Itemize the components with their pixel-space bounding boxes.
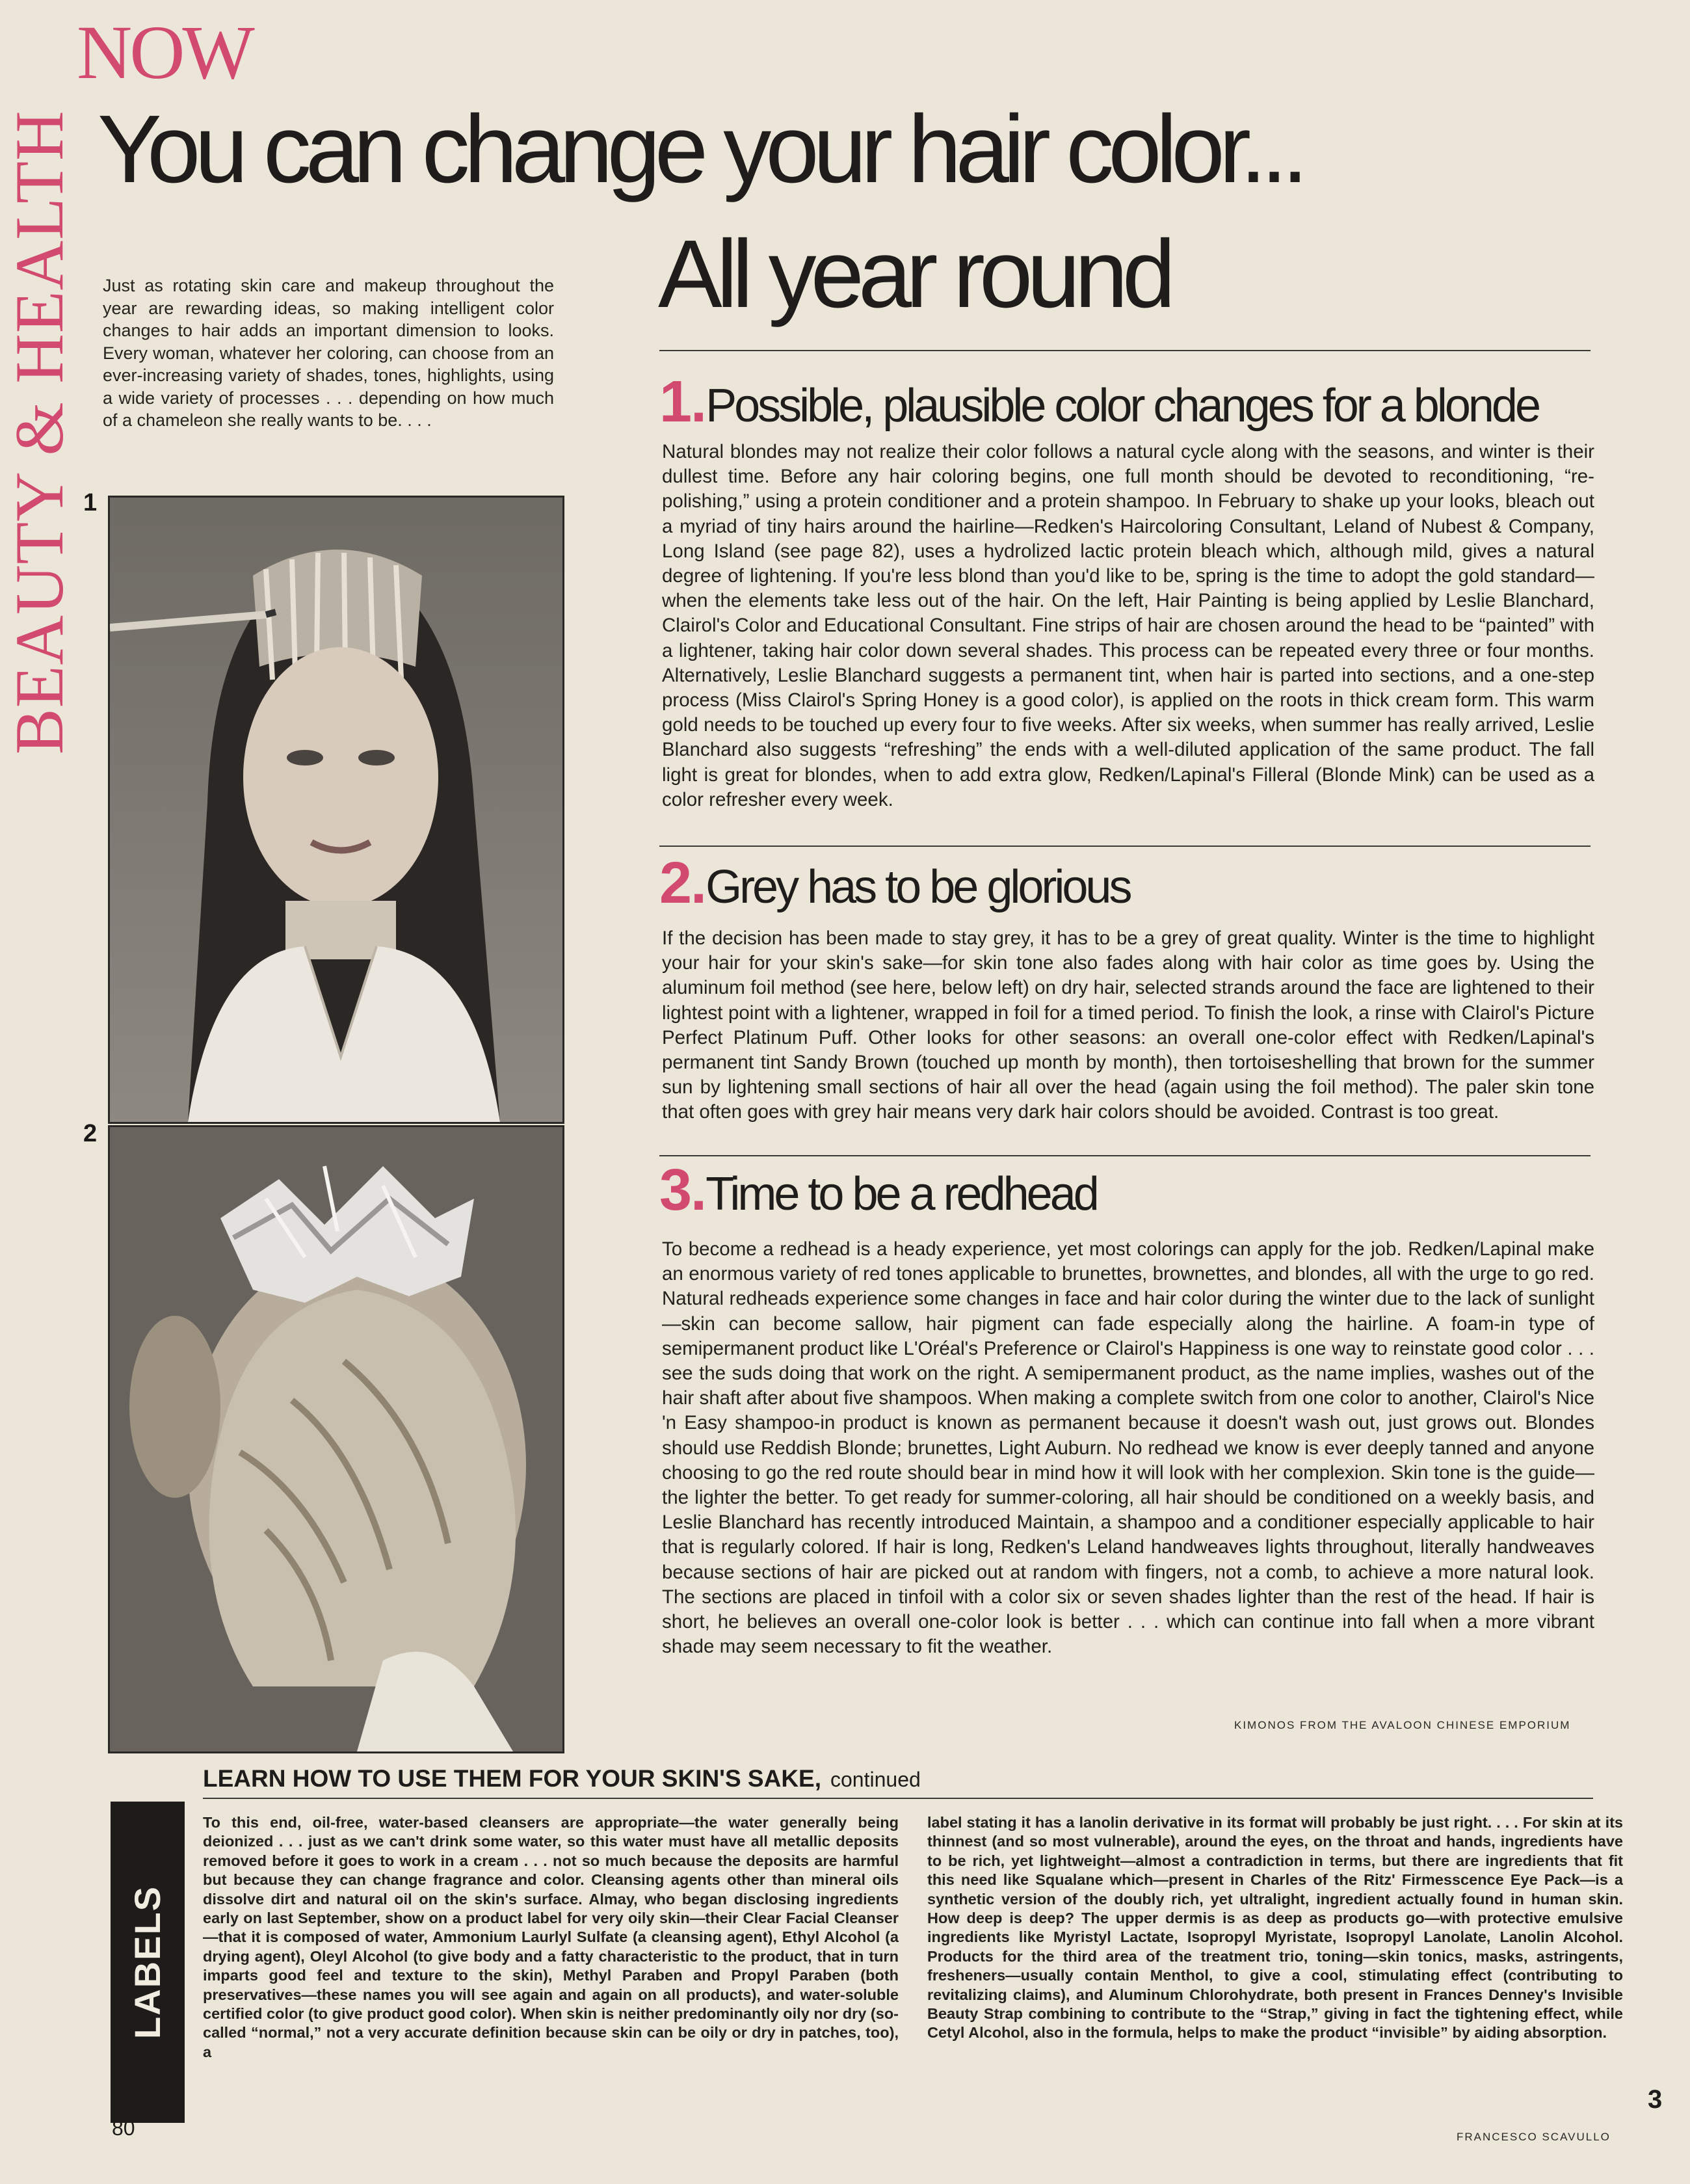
photo-foil-method [108, 1125, 564, 1753]
figure-1-number: 1 [83, 489, 98, 516]
section-3-number: 3. [659, 1158, 706, 1223]
continued-label: continued [830, 1768, 921, 1791]
section-1-title [659, 369, 1538, 434]
section-2-body: If the decision has been made to stay grey, it has to be a grey of great quality. Winter is the time to highlight your hair for your skin's sake—for skin tone also fades along with hair color as time goes by. Using the aluminum foil method (see here, below left) on dry hair, selected strands around the face are lightened to their lightest point with a lightener, wrapped in foil for a timed period. To finish the look, a rinse with Clairol's Picture Perfect Platinum Puff. Other looks for other seasons: an overall one-color effect with Redken/Lapinal's permanent tint Sandy Brown (touched up month by month), then tortoiseshelling that brown for the summer sun by lightening small sections of hair all over the head (again using the foil method). The paler skin tone that often goes with grey hair means very dark hair colors should be avoided. Contrast is too great. [662, 927, 1594, 1123]
page-number-left: 80 [112, 2116, 135, 2140]
intro-paragraph: Just as rotating skin care and makeup throughout the year are rewarding ideas, so making intelligent color changes to hair adds an important dimension to looks. Every woman, whatever her coloring, can choose from an ever-increasing variety of shades, tones, highlights, using a wide variety of processes . . . depending on how much of a chameleon she really wants to be. . . . [103, 276, 554, 430]
figure-2-number: 2 [83, 1120, 98, 1147]
headline-line-1: You can change your hair color... [98, 96, 1303, 203]
section-2-number: 2. [659, 851, 706, 916]
photographer-credit: FRANCESCO SCAVULLO [1457, 2131, 1611, 2143]
headline-line-2: All year round [658, 220, 1170, 328]
divider-labels [203, 1798, 1593, 1799]
section-1-title-text: Possible, plausible color changes for a blonde [706, 380, 1538, 432]
photo-hair-painting [108, 496, 564, 1124]
section-2-title [659, 851, 1130, 916]
labels-sidebar-text: LABELS [127, 1885, 168, 2039]
section-2-title-text: Grey has to be glorious [706, 861, 1130, 913]
divider-top [659, 350, 1591, 351]
divider-2 [659, 1155, 1591, 1156]
section-3-title-text: Time to be a redhead [706, 1168, 1097, 1220]
section-1-body: Natural blondes may not realize their color follows a natural cycle along with the seasons, and winter is their dullest time. Before any hair coloring begins, one full month should be devoted to reconditioning, “re-polishing,” using a protein conditioner and a protein shampoo. In February to shake up your looks, bleach out a myriad of tiny hairs around the hairline—Redken's Haircoloring Consultant, Leland of Nubest & Company, Long Island (see page 82), uses a hydrolized lactic protein bleach which, although mild, gives a natural degree of lightening. If you're less blond than you'd like to be, spring is the time to adopt the gold standard—when the elements take less out of the hair. On the left, Hair Painting is being applied by Leslie Blanchard, Clairol's Color and Educational Consultant. Fine strips of hair are chosen around the head to be “painted” with a lightener, taking hair color down several shades. This process can be repeated every three or four months. Alternatively, Leslie Blanchard suggests a permanent tint, when hair is parted into sections, and a one-step process (Miss Clairol's Spring Honey is a good color), is applied on the roots in thick cream form. This warm gold needs to be touched up every four to five weeks. After six weeks, when summer has really arrived, Leslie Blanchard also suggests “refreshing” the ends with a well-diluted application of the same product. The fall light is great for blondes, when to add extra glow, Redken/Lapinal's Filleral (Blonde Mink) can be used as a color refresher every week. [662, 441, 1594, 810]
labels-column-1: To this end, oil-free, water-based cleansers are appropriate—the water generally being deionized . . . just as we can't drink some water, so this water must have all metallic deposits removed before it goes to work in a cream . . . not so much because the deposits are harmful but because they can change fragrance and color. Cleansing agents other than mineral oils dissolve dirt and natural oil on the skin's surface. Almay, who began disclosing ingredients early on last September, show on a product label for very oily skin—their Clear Facial Cleanser—that it is composed of water, Ammonium Laurlyl Sulfate (a cleansing agent), Ethyl Alcohol (a drying agent), Oleyl Alcohol (to give body and a fatty characteristic to the product, that in turn imparts good feel and texture to the skin), Methyl Paraben and Propyl Paraben (both preservatives—these names you will see again and again on all products), and water-soluble certified color (to give product good color). When skin is neither predominantly oily nor dry (so-called “normal,” not a very accurate definition because skin can be oily or dry in patches, too), a [203, 1814, 899, 2060]
page-number-right: 3 [1648, 2085, 1663, 2114]
section-3-body: To become a redhead is a heady experience, yet most colorings can apply for the job. Redken/Lapinal make an enormous variety of red tones applicable to brunettes, brownettes, and blondes, all with the urge to go red. Natural redheads experience some changes in face and hair color during the winter due to the lack of sunlight—skin can become sallow, hair pigment can fade especially along the hairline. A foam-in type of semipermanent product like L'Oréal's Preference or Clairol's Happiness is one way to reinstate good color . . . see the suds doing that work on the right. A semipermanent product, as the name implies, washes out of the hair shaft after about five shampoos. When making a complete switch from one color to another, Clairol's Nice 'n Easy shampoo-in product is known as permanent because it doesn't wash out, just grows out. Blondes should use Reddish Blonde; brunettes, Light Auburn. No redhead we know is ever deeply tanned and anyone choosing to go the red route should bear in mind how it will look with her complexion. Skin tone is the guide—the lighter the better. To get ready for summer-coloring, all hair should be conditioned on a weekly basis, and Leslie Blanchard has recently introduced Maintain, a shampoo and a conditioner especially applicable to hair that is regularly colored. If hair is long, Redken's Leland handweaves lights throughout, literally handweaves because sections of hair are picked out at random with fingers, not a comb, to achieve a more natural look. The sections are placed in tinfoil with a color six or seven shades lighter than the rest of the head. If hair is short, he believes an overall one-color look is better . . . which can continue into fall when a more vibrant shade may seem necessary to fit the weather. [662, 1238, 1594, 1658]
section-label-vertical: BEAUTY & HEALTH [1, 110, 77, 754]
labels-heading-text: LEARN HOW TO USE THEM FOR YOUR SKIN'S SAKE, [203, 1765, 821, 1792]
now-label: NOW [77, 10, 252, 95]
kimonos-credit: KIMONOS FROM THE AVALOON CHINESE EMPORIUM [1234, 1719, 1571, 1731]
section-1-number: 1. [659, 369, 706, 434]
labels-heading [203, 1765, 921, 1792]
section-3-title [659, 1158, 1097, 1223]
labels-sidebar-box [111, 1802, 185, 2123]
labels-column-2: label stating it has a lanolin derivative in its format will probably be just right. . . . For skin at its thinnest (and so most vulnerable), around the eyes, on the throat and hands, ingredients have to be rich, yet lightweight—almost a contradiction in terms, but there are ingredients that fit this need like Squalane which—present in Charles of the Ritz' Firmesscence Eye Pack—is a synthetic version of the doubly rich, yet ultralight, ingredient actually found in human skin. How deep is deep? The upper dermis is as deep as products go—with protective emulsive ingredients like Myristyl Lactate, Isopropyl Myristate, Isopropyl Lanolate, Lanolin Alcohol. Products for the third area of the treatment trio, toning—skin tonics, masks, astringents, fresheners—usually contain Menthol, to give a cool, stimulating effect (contributing to revitalizing claims), and Aluminum Chlorohydrate, both present in Frances Denney's Invisible Beauty Strap combining to contribute to the “Strap,” giving in fact the tightening effect, while Cetyl Alcohol, also in the formula, helps to make the product “invisible” by aiding absorption. [927, 1814, 1623, 2042]
divider-1 [659, 846, 1591, 847]
